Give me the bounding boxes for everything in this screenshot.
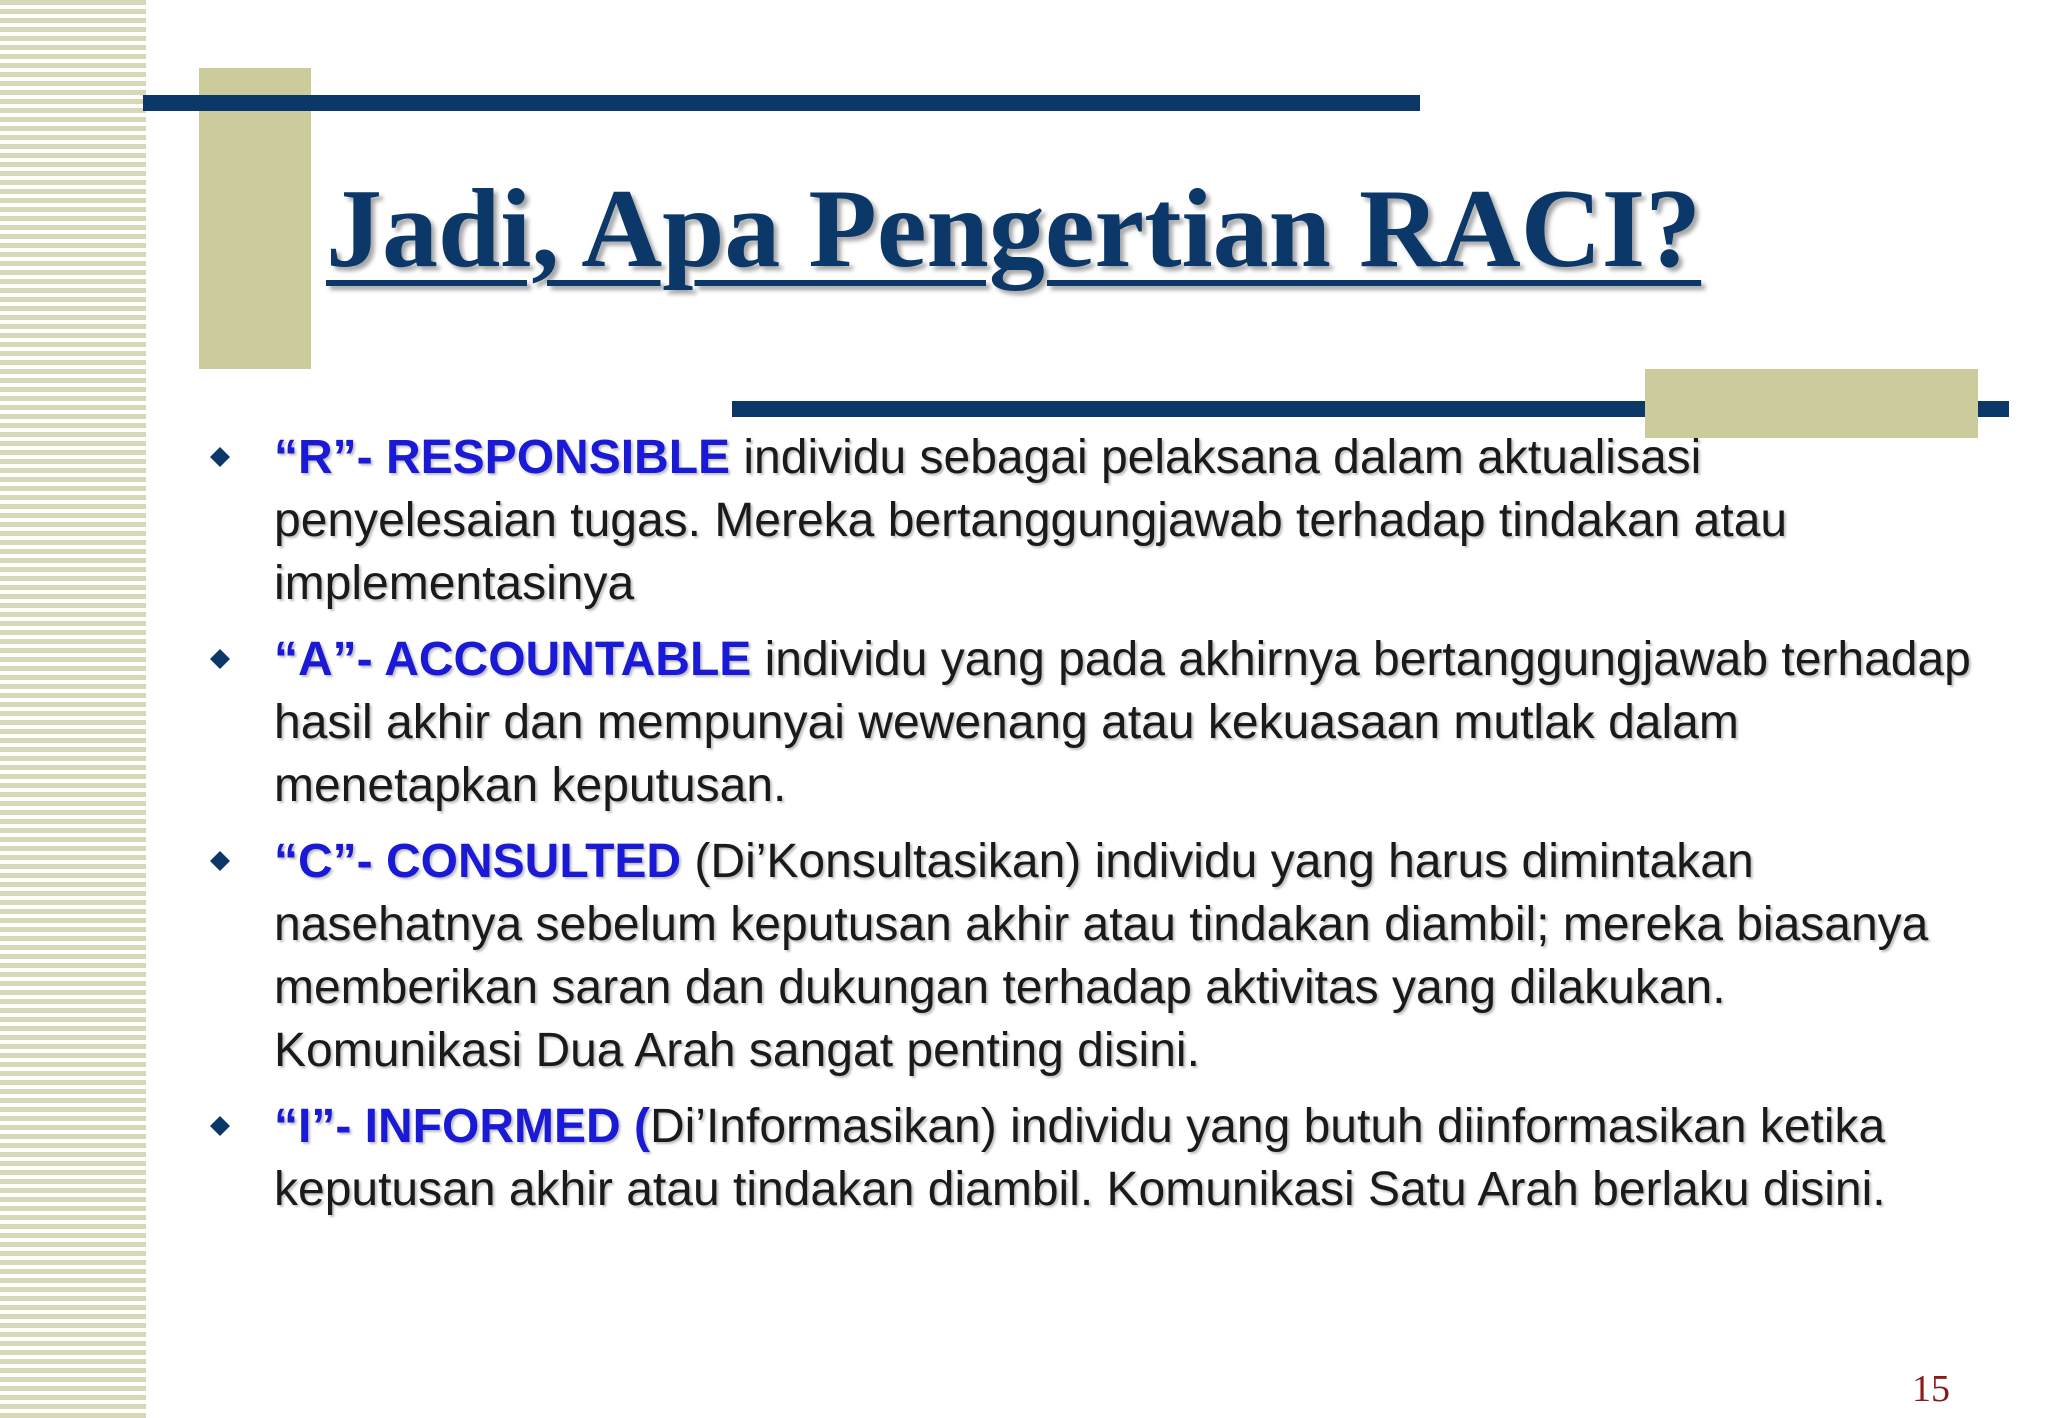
diamond-bullet-icon bbox=[210, 1116, 230, 1136]
list-item-responsible bbox=[204, 426, 1984, 615]
list-item-consulted bbox=[204, 830, 1984, 1082]
term-definition: Di’Informasikan) individu yang butuh diinformasikan ketika keputusan akhir atau tindakan diambil. Komunikasi Satu Arah berlaku disini. bbox=[274, 1100, 1886, 1216]
diamond-bullet-icon bbox=[210, 447, 230, 467]
diamond-bullet-icon bbox=[210, 851, 230, 871]
decorative-stripes bbox=[0, 0, 146, 1418]
term-definition: individu sebagai pelaksana dalam aktualisasi penyelesaian tugas. Mereka bertanggungjawab terhadap tindakan atau implementasinya bbox=[274, 431, 1788, 610]
list-item-accountable bbox=[204, 628, 1984, 817]
term-label: “I”- INFORMED ( bbox=[274, 1100, 650, 1153]
term-label: “A”- ACCOUNTABLE bbox=[274, 633, 752, 686]
slide-title: Jadi, Apa Pengertian RACI? bbox=[326, 167, 1702, 291]
diamond-bullet-icon bbox=[210, 649, 230, 669]
decorative-bar-top bbox=[143, 95, 1420, 111]
decorative-block-top bbox=[199, 68, 311, 369]
list-item-informed bbox=[204, 1095, 1984, 1221]
bullet-list bbox=[204, 426, 1984, 1234]
term-label: “R”- RESPONSIBLE bbox=[274, 431, 731, 484]
term-definition: (Di’Konsultasikan) individu yang harus dimintakan nasehatnya sebelum keputusan akhir atau tindakan diambil; mereka biasanya memberikan saran dan dukungan terhadap aktivitas yang dilakukan. Komunikasi Dua Arah sangat penting disini. bbox=[274, 835, 1929, 1077]
page-number: 15 bbox=[1912, 1368, 1950, 1410]
term-definition: individu yang pada akhirnya bertanggungjawab terhadap hasil akhir dan mempunyai wewenang atau kekuasaan mutlak dalam menetapkan keputusan. bbox=[274, 633, 1971, 812]
term-label: “C”- CONSULTED bbox=[274, 835, 682, 888]
